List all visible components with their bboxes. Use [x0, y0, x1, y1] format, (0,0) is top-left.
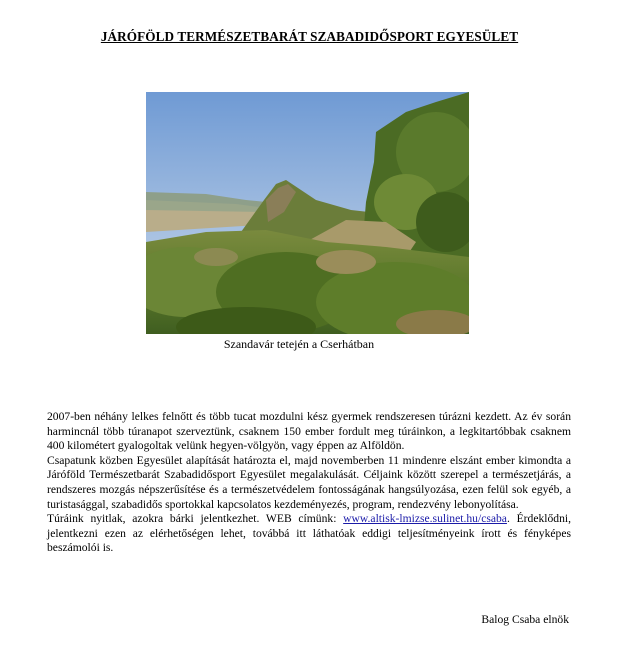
paragraph-intro: 2007-ben néhány lelkes felnőtt és több tucat mozdulni kész gyermek rendszeresen túrázni kezdett. Az év során harmincnál több túranapot szerveztünk, csaknem 150 ember fordult meg túráinkon, a legkitartóbbak csaknem 400 kilométert gyalogoltak velünk hegyen-völgyön, vagy éppen az Alföldön. [47, 410, 571, 453]
body-text [47, 410, 571, 556]
paragraph-contact [47, 512, 571, 556]
photo-caption: Szandavár tetején a Cserhátban [223, 337, 375, 351]
signature: Balog Csaba elnök [481, 613, 569, 626]
website-link[interactable]: www.altisk-lmizse.sulinet.hu/csaba [343, 512, 507, 526]
paragraph-association: Csapatunk közben Egyesület alapítását határozta el, majd novemberben 11 mindenre elszánt ember kimondta a Járóföld Természetbarát Szabadidősport Egyesület megalakulását. Céljaink között szerepel a természetjárás, a rendszeres mozgás népszerűsítése és a természetvédelem fontosságának hangsúlyozása, ezen felül sok egyéb, a turistasággal, szabadidős sportokkal kapcsolatos kezdeményezés, program, rendezvény lebonyolítása. [47, 453, 571, 511]
contact-text-after: . Érdeklődni, jelentkezni ezen az elérhetőségen lehet, továbbá itt láthatóak eddigi teljesítményeink írott és fényképes beszámolói is. [47, 512, 571, 555]
landscape-photo [146, 92, 469, 334]
contact-text-before: Túráink nyitlak, azokra bárki jelentkezhet. WEB címünk: [47, 512, 344, 526]
document-title: JÁRÓFÖLD TERMÉSZETBARÁT SZABADIDŐSPORT EGYESÜLET [100, 29, 519, 44]
